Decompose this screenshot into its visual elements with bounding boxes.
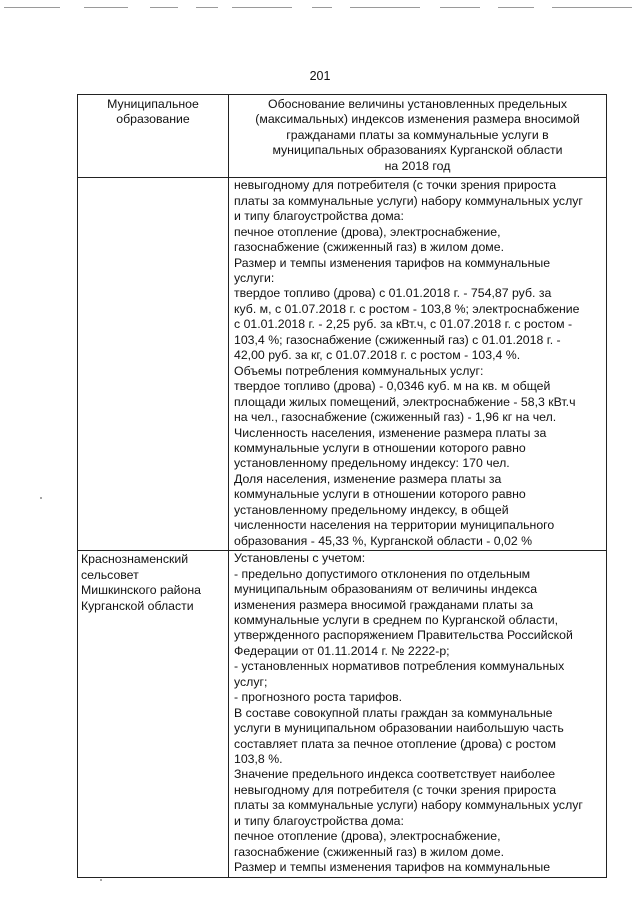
municipality-name-line: Краснознаменский bbox=[81, 552, 189, 567]
text-line: - предельно допустимого отклонения по отдельным bbox=[234, 566, 531, 581]
text-line: коммунальные услуги в отношении которого равно bbox=[234, 487, 526, 502]
municipality-name-line: Мишкинского района bbox=[81, 583, 202, 598]
text-line: составляет плата за печное отопление (дрова) с ростом bbox=[234, 736, 556, 751]
text-line: невыгодному для потребителя (с точки зрения прироста bbox=[234, 178, 557, 193]
text-line: газоснабжение (сжиженный газ) в жилом доме. bbox=[234, 844, 505, 859]
text-line: куб. м, с 01.07.2018 г. с ростом - 103,8 %; электроснабжение bbox=[234, 301, 580, 316]
table-header-row bbox=[78, 95, 607, 178]
header-text-line: на 2018 год bbox=[384, 158, 451, 173]
header-municipality bbox=[78, 95, 229, 178]
text-line: печное отопление (дрова), электроснабжение, bbox=[234, 829, 501, 844]
text-line: с 01.01.2018 г. - 2,25 руб. за кВт.ч, с 01.07.2018 г. с ростом - bbox=[234, 317, 573, 332]
text-line: Численность населения, изменение размера платы за bbox=[234, 425, 547, 440]
header-text-line: (максимальных) индексов изменения размера вносимой bbox=[255, 112, 580, 127]
text-line: Федерации от 01.11.2014 г. № 2222-р; bbox=[234, 643, 450, 658]
header-justification bbox=[229, 95, 607, 178]
text-line: Размер и темпы изменения тарифов на коммунальные bbox=[234, 860, 551, 875]
table-row-krasnoznamensky bbox=[78, 551, 607, 878]
header-text-line: Муниципальное bbox=[107, 97, 199, 111]
text-line: Значение предельного индекса соответствует наиболее bbox=[234, 767, 556, 782]
municipality-cell bbox=[78, 551, 229, 878]
text-line: Размер и темпы изменения тарифов на коммунальные bbox=[234, 255, 551, 270]
text-line: численности населения на территории муниципального bbox=[234, 518, 555, 533]
text-line: изменения размера вносимой гражданами платы за bbox=[234, 597, 534, 612]
text-line: твердое топливо (дрова) - 0,0346 куб. м на кв. м общей bbox=[234, 379, 551, 394]
text-line: площади жилых помещений, электроснабжение - 58,3 кВт.ч bbox=[234, 394, 576, 409]
text-line: услуги: bbox=[234, 270, 275, 285]
header-text-line: образование bbox=[116, 112, 190, 127]
municipality-cell-empty bbox=[78, 178, 229, 551]
page-number: 201 bbox=[309, 69, 331, 83]
text-line: утвержденного распоряжением Правительства Российской bbox=[234, 628, 573, 643]
text-line: муниципальным образованиям от величины индекса bbox=[234, 582, 538, 597]
scan-artifact-line bbox=[0, 6, 640, 9]
text-line: услуг; bbox=[234, 674, 268, 689]
text-line: образования - 45,33 %, Курганской области - 0,02 % bbox=[234, 533, 533, 548]
header-text-line: муниципальных образованиях Курганской области bbox=[272, 143, 563, 158]
table-row-continuation bbox=[78, 178, 607, 551]
text-line: коммунальные услуги в среднем по Курганской области, bbox=[234, 612, 559, 627]
text-line: газоснабжение (сжиженный газ) в жилом доме. bbox=[234, 240, 505, 255]
text-line: Доля населения, изменение размера платы за bbox=[234, 471, 502, 486]
text-line: Установлены с учетом: bbox=[234, 551, 366, 566]
text-line: коммунальные услуги в отношении которого равно bbox=[234, 440, 526, 455]
text-line: - прогнозного роста тарифов. bbox=[234, 690, 403, 705]
text-line: 103,8 %. bbox=[234, 752, 283, 767]
text-line: платы за коммунальные услуги) набору коммунальных услуг bbox=[234, 798, 583, 813]
justification-cell bbox=[229, 178, 607, 551]
municipality-name-line: сельсовет bbox=[81, 567, 139, 582]
justification-cell bbox=[229, 551, 607, 878]
scan-speck bbox=[100, 879, 102, 881]
justification-table bbox=[77, 94, 607, 878]
text-line: на чел., газоснабжение (сжиженный газ) - 1,96 кг на чел. bbox=[234, 410, 557, 425]
text-line: и типу благоустройства дома: bbox=[234, 813, 404, 828]
text-line: В составе совокупной платы граждан за коммунальные bbox=[234, 705, 553, 720]
text-line: услуги в муниципальном образовании наибольшую часть bbox=[234, 721, 564, 736]
text-line: твердое топливо (дрова) с 01.01.2018 г. - 754,87 руб. за bbox=[234, 286, 552, 301]
text-line: 42,00 руб. за кг, с 01.07.2018 г. с ростом - 103,4 %. bbox=[234, 348, 521, 363]
municipality-name-line: Курганской области bbox=[81, 598, 194, 613]
header-text-line: Обоснование величины установленных предельных bbox=[268, 97, 567, 111]
text-line: невыгодному для потребителя (с точки зрения прироста bbox=[234, 782, 557, 797]
text-line: установленному предельному индексу: 170 чел. bbox=[234, 456, 510, 471]
text-line: 103,4 %; газоснабжение (сжиженный газ) с 01.01.2018 г. - bbox=[234, 332, 561, 347]
text-line: установленному предельному индексу, в общей bbox=[234, 502, 509, 517]
scan-speck bbox=[40, 497, 42, 499]
text-line: - установленных нормативов потребления коммунальных bbox=[234, 659, 565, 674]
text-line: печное отопление (дрова), электроснабжение, bbox=[234, 224, 501, 239]
text-line: платы за коммунальные услуги) набору коммунальных услуг bbox=[234, 193, 583, 208]
header-text-line: гражданами платы за коммунальные услуги в bbox=[286, 127, 549, 142]
text-line: Объемы потребления коммунальных услуг: bbox=[234, 363, 484, 378]
text-line: и типу благоустройства дома: bbox=[234, 209, 404, 224]
